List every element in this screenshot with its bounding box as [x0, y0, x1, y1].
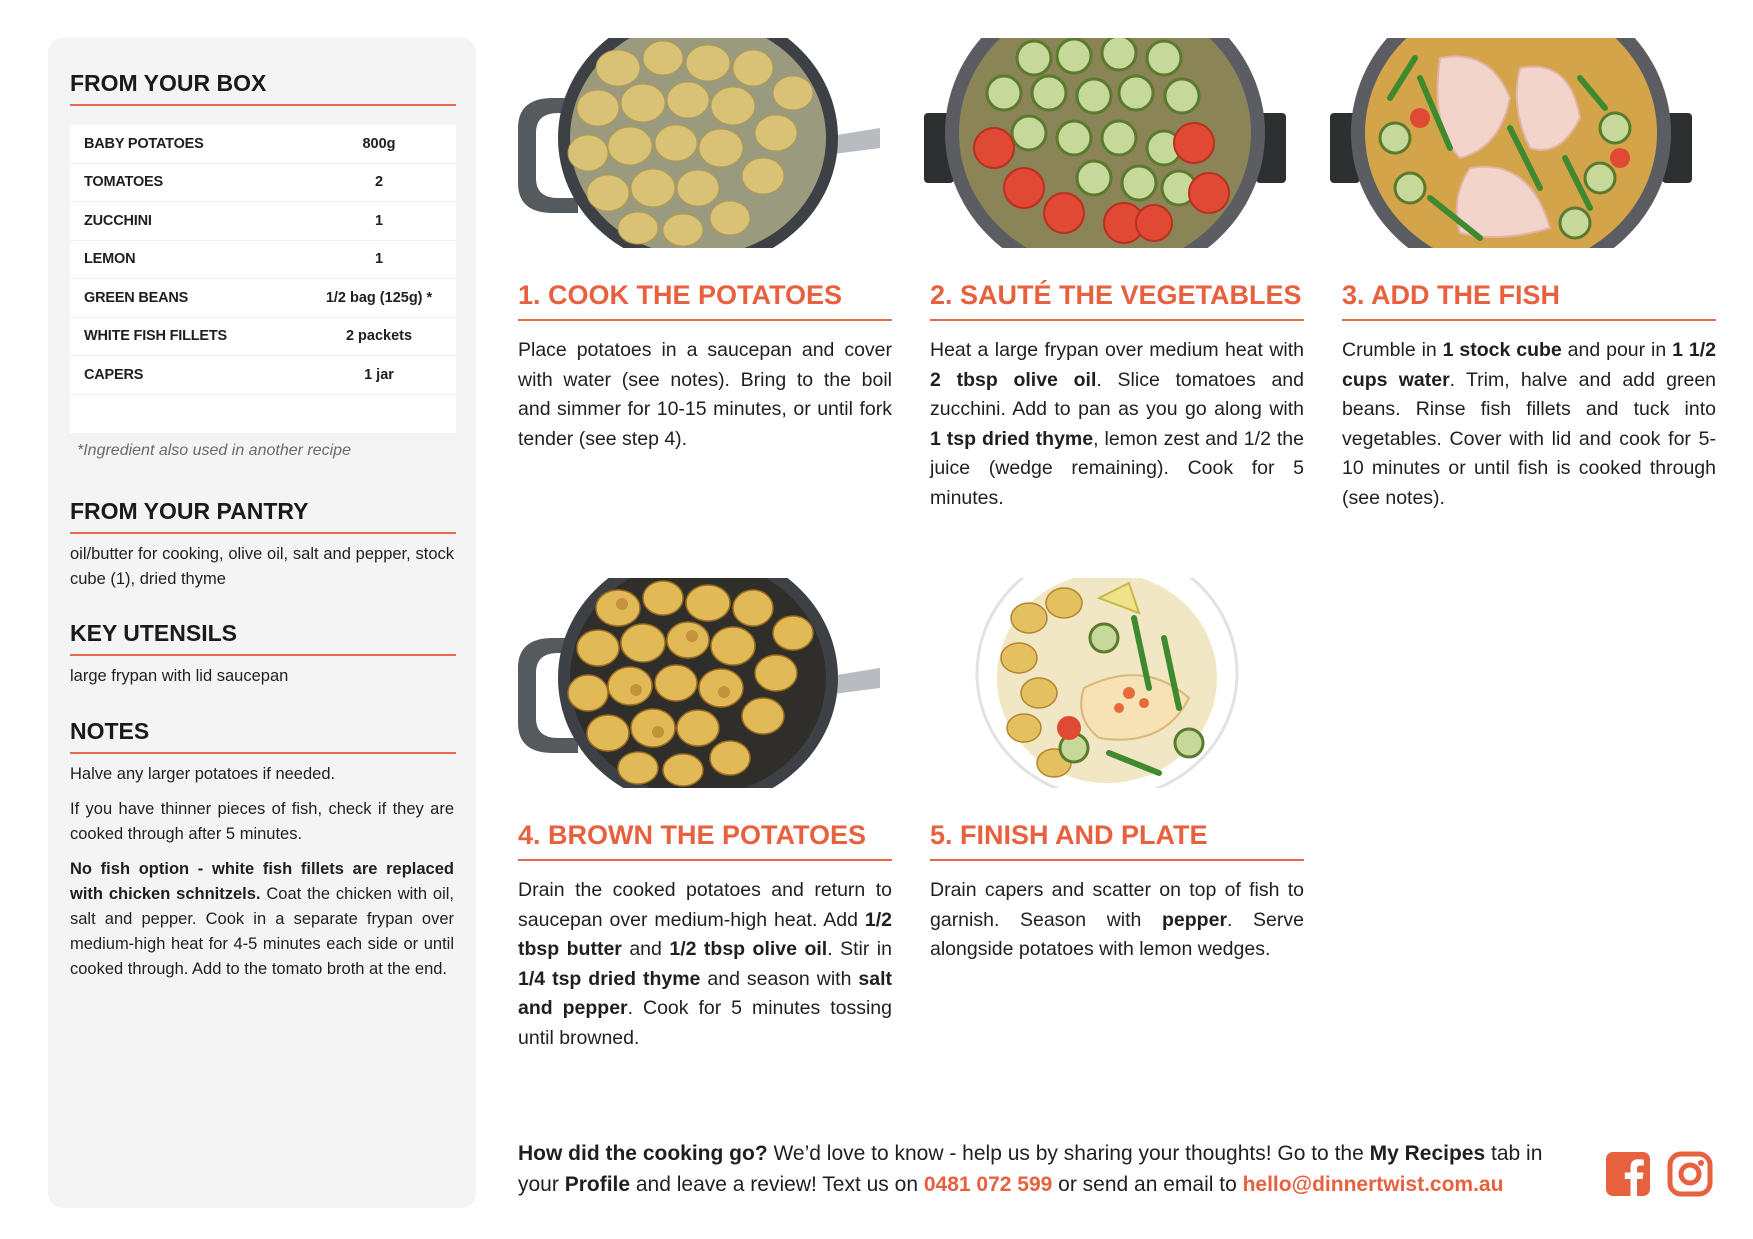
- ingredient-name: TOMATOES: [84, 174, 163, 191]
- table-row: [70, 125, 456, 164]
- feedback-question: How did the cooking go?: [518, 1142, 768, 1165]
- table-row-empty: [70, 395, 456, 433]
- ingredients-panel: [48, 38, 476, 1208]
- ingredient-name: ZUCCHINI: [84, 212, 152, 229]
- step-1-title: 1. COOK THE POTATOES: [518, 280, 892, 321]
- ingredient-qty: 800g: [362, 135, 396, 152]
- step-text: Drain capers and scatter on top of fish to garnish. Season with: [930, 879, 1304, 931]
- ingredient-qty: 1/2 bag (125g) *: [325, 289, 433, 306]
- step-text-bold: salt and pepper: [518, 967, 893, 1019]
- step-1-photo: [518, 38, 880, 248]
- step-2-title: 2. SAUTÉ THE VEGETABLES: [930, 280, 1304, 321]
- step-5-body: [930, 876, 1304, 965]
- ingredient-qty: 1 jar: [364, 366, 394, 383]
- feedback-text: or send an email to: [1052, 1173, 1243, 1196]
- note-3: [70, 857, 454, 982]
- from-your-pantry-title: FROM YOUR PANTRY: [70, 498, 456, 534]
- box-footnote: *Ingredient also used in another recipe: [77, 442, 351, 459]
- step-text-bold: 2 tbsp olive oil: [930, 368, 1097, 391]
- ingredient-name: WHITE FISH FILLETS: [84, 328, 228, 345]
- step-text: Place potatoes in a saucepan and cover with water (see notes). Bring to the boil and simmer for 10-15 minutes, or until fork tender (see step 4).: [518, 339, 892, 450]
- step-3-photo: [1330, 38, 1692, 248]
- ingredient-qty: 1: [374, 251, 384, 268]
- step-text: . Trim, halve and add green beans. Rinse fish fillets and tuck into vegetables. Cover with lid and cook for 5-10 minutes or until fish is cooked through (see notes).: [1342, 368, 1717, 509]
- step-text-bold: pepper: [1162, 908, 1228, 931]
- phone-link[interactable]: 0481 072 599: [923, 1173, 1053, 1196]
- ingredient-qty: 2 packets: [345, 328, 413, 345]
- step-text: , lemon zest and 1/2 the juice (wedge remaining). Cook for 5 minutes.: [930, 427, 1304, 509]
- step-text-bold: 1 1/2 cups water: [1342, 339, 1716, 391]
- ingredient-name: LEMON: [84, 251, 136, 268]
- step-3-title: 3. ADD THE FISH: [1342, 280, 1716, 321]
- feedback-text: tab in your: [518, 1142, 1543, 1196]
- ingredient-name: CAPERS: [84, 366, 144, 383]
- email-link[interactable]: hello@dinnertwist.com.au: [1242, 1173, 1504, 1196]
- step-text: . Stir in: [827, 938, 892, 960]
- table-row: [70, 318, 456, 357]
- utensils-text: large frypan with lid saucepan: [70, 667, 289, 685]
- pantry-text: oil/butter for cooking, olive oil, salt and pepper, stock cube (1), dried thyme: [70, 545, 454, 588]
- step-4-title: 4. BROWN THE POTATOES: [518, 820, 892, 861]
- key-utensils-title: KEY UTENSILS: [70, 620, 456, 656]
- step-text-bold: 1 stock cube: [1442, 339, 1562, 361]
- step-text-bold: 1/2 tbsp butter: [518, 908, 892, 960]
- notes-title: NOTES: [70, 718, 456, 754]
- step-5-photo: [924, 578, 1286, 788]
- step-text: and: [621, 938, 670, 960]
- note-3-rest: Coat the chicken with oil, salt and pepper. Cook in a separate frypan over medium-high heat for 4-5 minutes each side or until cooked through. Add to the tomato broth at the end.: [70, 885, 454, 978]
- step-text: . Slice tomatoes and zucchini. Add to pan as you go along with: [930, 368, 1304, 420]
- table-row: [70, 164, 456, 203]
- ingredient-name: BABY POTATOES: [84, 135, 204, 152]
- step-2-photo: [924, 38, 1286, 248]
- note-3-bold: No fish option - white fish fillets are replaced with chicken schnitzels.: [70, 860, 454, 903]
- step-text: and pour in: [1561, 339, 1673, 361]
- feedback-message: [518, 1138, 1578, 1200]
- table-row: [70, 356, 456, 395]
- box-ingredients-table: [70, 125, 456, 433]
- table-row: [70, 279, 456, 318]
- facebook-icon[interactable]: [1604, 1150, 1652, 1198]
- ingredient-name: GREEN BEANS: [84, 289, 189, 306]
- table-row: [70, 241, 456, 280]
- step-text: and season with: [700, 967, 859, 990]
- step-text: Crumble in: [1342, 339, 1443, 361]
- step-1-body: [518, 336, 892, 454]
- step-text: Heat a large frypan over medium heat with: [930, 339, 1304, 361]
- step-3-body: [1342, 336, 1716, 513]
- step-4-body: [518, 876, 892, 1053]
- step-5-title: 5. FINISH AND PLATE: [930, 820, 1304, 861]
- my-recipes-label: My Recipes: [1369, 1142, 1486, 1165]
- step-text: . Cook for 5 minutes tossing until browned.: [518, 997, 892, 1049]
- note-1: Halve any larger potatoes if needed.: [70, 765, 336, 783]
- table-row: [70, 202, 456, 241]
- step-text: Drain the cooked potatoes and return to saucepan over medium-high heat. Add: [518, 879, 892, 931]
- feedback-text: and leave a review! Text us on: [630, 1173, 924, 1196]
- step-text-bold: 1 tsp dried thyme: [930, 427, 1094, 450]
- step-4-photo: [518, 578, 880, 788]
- instagram-icon[interactable]: [1666, 1150, 1714, 1198]
- note-2: If you have thinner pieces of fish, check if they are cooked through after 5 minutes.: [70, 800, 454, 843]
- ingredient-qty: 1: [374, 212, 384, 229]
- step-text-bold: 1/4 tsp dried thyme: [518, 967, 701, 990]
- from-your-box-title: FROM YOUR BOX: [70, 70, 456, 106]
- feedback-text: We’d love to know - help us by sharing your thoughts! Go to the: [767, 1142, 1370, 1165]
- profile-label: Profile: [564, 1173, 631, 1196]
- step-text-bold: 1/2 tbsp olive oil: [669, 938, 828, 960]
- ingredient-qty: 2: [374, 174, 384, 191]
- step-2-body: [930, 336, 1304, 513]
- step-text: . Serve alongside potatoes with lemon wedges.: [930, 908, 1304, 960]
